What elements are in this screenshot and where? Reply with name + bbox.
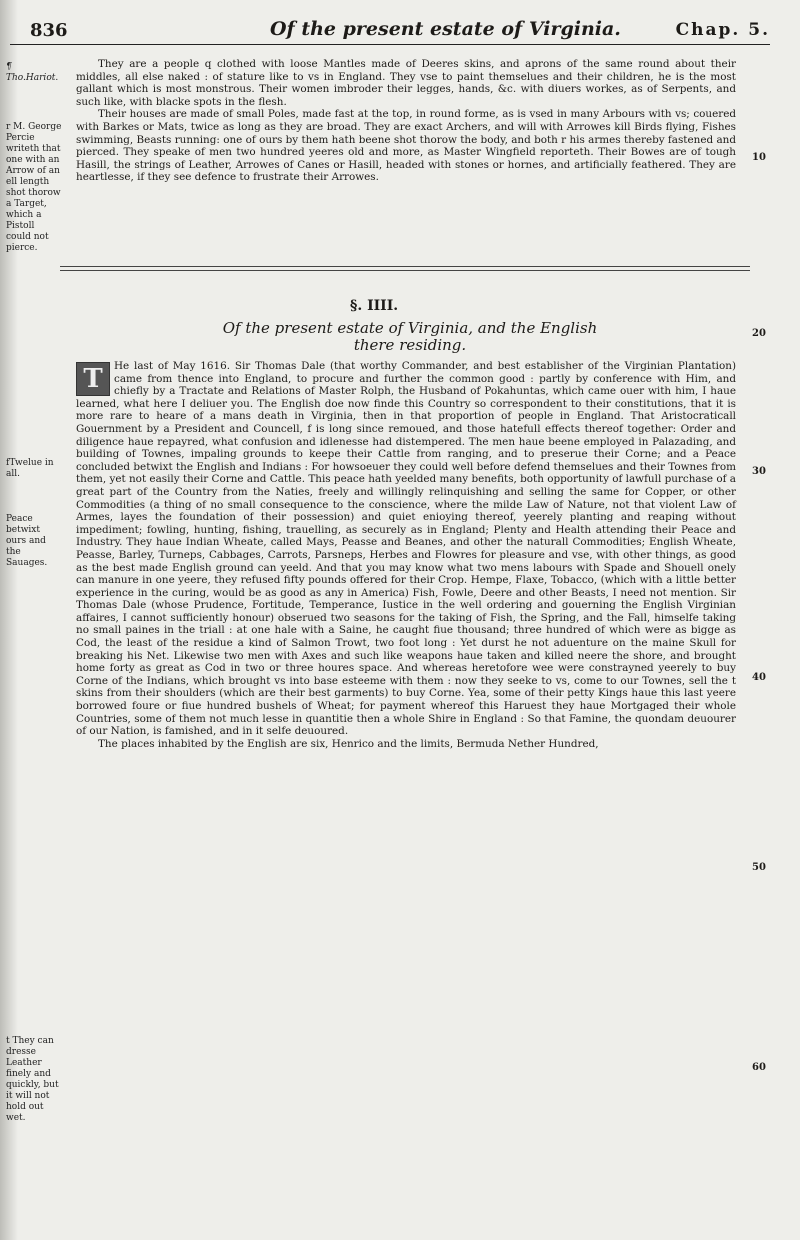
section-title-line: there residing. <box>353 336 467 354</box>
paragraph-text: He last of May 1616. Sir Thomas Dale (that worthy Commander, and best establisher of the Virginian Plantation) came from thence into England, to procure and further the common good : partly by conference with Him, and chiefly by a Tractate and Relations of Master Rolph, the Husband of Pokahuntas, which came ouer with him, I haue learned, what here I deliuer you. The English doe now finde this Country so correspondent to their constitutions, that it is more rare to heare of a mans death in Virginia, then in that proportion of people in England. That Aristocraticall Gouernment by a President and Councell, f is long since remoued, and those hatefull effects thereof together: Order and diligence haue repayred, what confusion and idlenesse had distempered. The men haue beene employed in Palazading, and building of Townes, impaling grounds to keepe their Cattle from ranging, and to preserue their Corne; and a Peace concluded betwixt the English and Indians : For howsoeuer they could well before defend themselues and their Townes from them, yet not easily their Corne and Cattle. This peace hath yeelded many benefits, both opportunity of lawfull purchase of a great part of the Country from the Naties, freely and willingly relinquishing and selling the same for Copper, or other Commodities (a thing of no small consequence to the conscience, where the milde Law of Nature, not that violent Law of Armes, layes the foundation of their possession) and quiet enioying thereof, yeerely planting and reaping without impediment; fowling, hunting, fishing, trauelling, as securely as in England; Plenty and Health attending their Peace and Industry. They haue Indian Wheate, called Mays, Peasse and Beanes, and other the naturall Commodities; English Wheate, Peasse, Barley, Turneps, Cabbages, Carrots, Parsneps, Herbes and Flowres for pleasure and vse, with other things, as good as the best made English ground can yeeld. And that you may know what two mens labours with Spade and Shouell onely can manure in one yeere, they refused fifty pounds offered for their Crop. Hempe, Flaxe, Tobacco, (which with a little better experience in the curing, would be as good as any in America) Fish, Fowle, Deere and other Beasts, I need not mention. Sir Thomas Dale (whose Prudence, Fortitude, Temperance, Iustice in the well ordering and gouerning the English Virginian affaires, I cannot sufficiently honour) obserued two seasons for the taking of Fish, the Spring, and the Fall, himselfe taking no small paines in the triall : at one hale with a Saine, he caught fiue thousand; three hundred of which were as bigge as Cod, the least of the residue a kind of Salmon Trowt, two foot long : Yet durst he not aduenture on the maine Skull for breaking his Net. Likewise two men with Axes and such like weapons haue taken and killed neere the shore, and brought home forty as great as Cod in two or three houres space. And whereas heretofore wee were constrayned yeerely to buy Corne of the Indians, which brought vs into base esteeme with them : now they seeke to vs, come to our Townes, sell the t skins from their shoulders (which are their best garments) to buy Corne. Yea, some of their petty Kings haue this last yeere borrowed foure or fiue hundred bushels of Wheat; for payment whereof this Haruest they haue Mortgaged their whole Countries, some of them not much lesse in quantitie then a whole Shire in England : So that Famine, the quondam deuourer of our Nation, is famished, and in it selfe deuoured. <box>76 360 736 738</box>
page-number: 836 <box>30 20 68 41</box>
paragraph: They are a people q clothed with loose Mantles made of Deeres skins, and aprons of the same round about their middles, all else naked : of stature like to vs in England. They vse to paint themselues and their children, he is the most gallant which is most monstrous. Their women imbroder their legges, hands, &c. with diuers workes, as of Serpents, and such like, with blacke spots in the flesh. <box>76 58 736 108</box>
line-number: 60 <box>752 1062 766 1073</box>
section-divider <box>60 266 750 267</box>
page-header <box>10 14 770 45</box>
margin-note-leather: t They can dresse Leather finely and quickly, but it will not hold out wet. <box>6 1036 59 1123</box>
margin-note-peace: Peace betwixt ours and the Sauages. <box>6 514 48 568</box>
drop-cap: T <box>76 362 110 396</box>
line-number: 10 <box>752 152 766 163</box>
margin-note-twelue: fTwelue in all. <box>6 458 54 479</box>
line-number: 30 <box>752 466 766 477</box>
paragraph: Their houses are made of small Poles, made fast at the top, in round forme, as is vsed in many Arbours with vs; couered with Barkes or Mats, twice as long as they are broad. They are exact Archers, and will with Arrowes kill Birds flying, Fishes swimming, Beasts running: one of ours by them hath beene shot thorow the body, and both r his armes thereby fastened and pierced. They speake of men two hundred yeeres old and more, as Master Wingfield reporteth. Their Bowes are of tough Hasill, the strings of Leather, Arrowes of Canes or Hasill, headed with stones or hornes, and artificially feathered. They are heartlesse, if they see defence to frustrate their Arrowes. <box>76 108 736 184</box>
line-number: 20 <box>752 328 766 339</box>
section-divider <box>60 270 750 271</box>
paragraph: The places inhabited by the English are six, Henrico and the limits, Bermuda Nether Hundred, <box>98 737 599 750</box>
line-number: 40 <box>752 672 766 683</box>
margin-note-hariot: ¶ Tho.Hariot. <box>6 62 59 83</box>
section-2-text <box>76 360 736 750</box>
margin-note-percie: r M. George Percie writeth that one with an Arrow of an ell length shot thorow a Target, which a Pistoll could not pierce. <box>6 122 62 253</box>
chapter-label: Chap. 5. <box>675 20 770 40</box>
running-title: Of the present estate of Virginia. <box>270 18 621 40</box>
paragraph <box>76 360 736 738</box>
section-title <box>170 320 650 354</box>
section-title-line: Of the present estate of Virginia, and the English <box>222 319 598 337</box>
section-number: §. IIII. <box>350 298 399 314</box>
section-1-text <box>76 58 736 184</box>
line-number: 50 <box>752 862 766 873</box>
